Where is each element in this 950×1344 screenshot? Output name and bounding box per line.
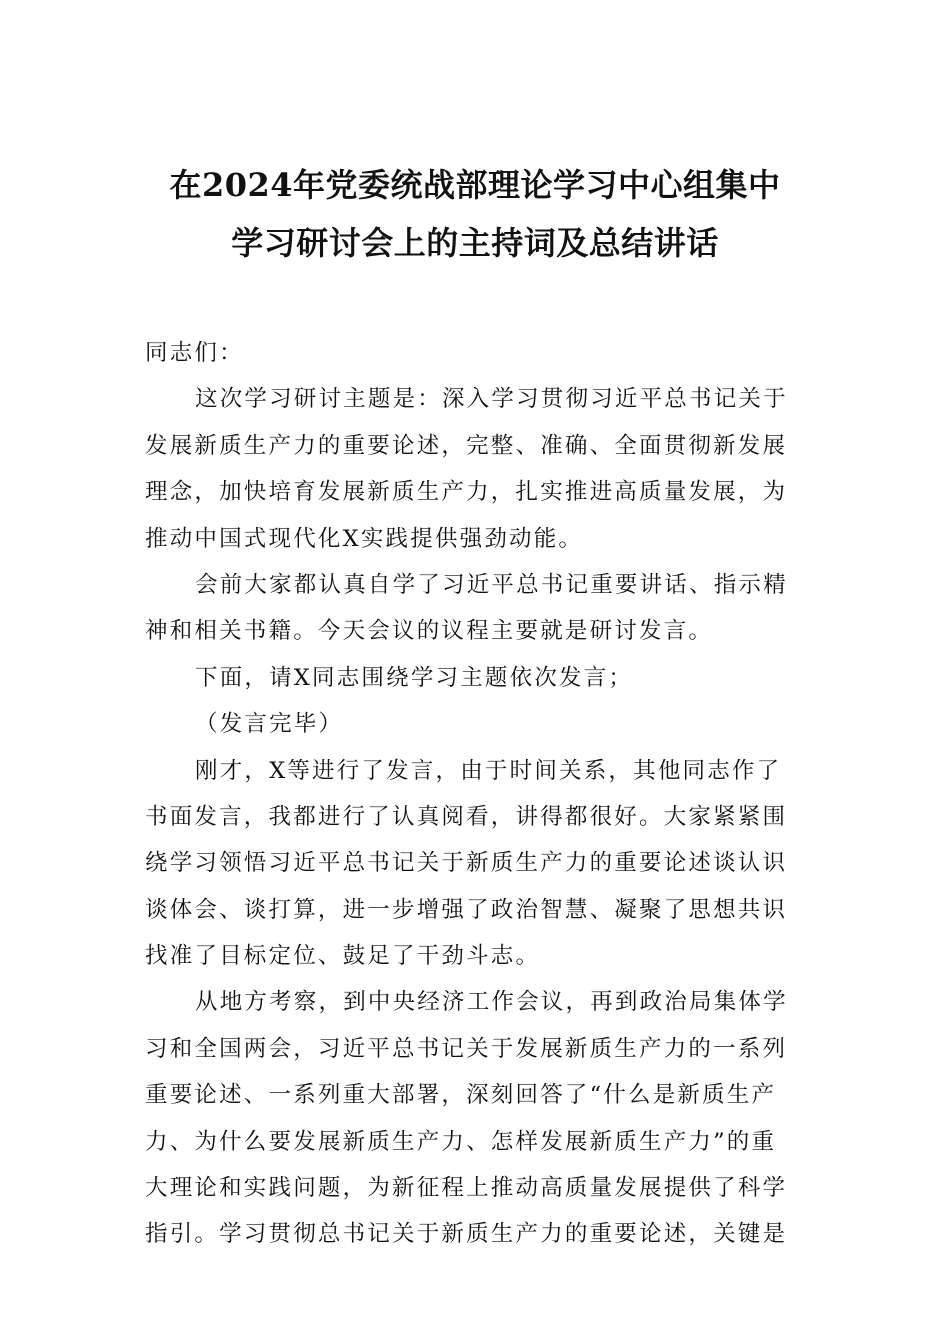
body-line: 重要论述、一系列重大部署，深刻回答了“什么是新质生产 — [145, 1082, 777, 1109]
body-line: 下面，请X同志围绕学习主题依次发言； — [195, 664, 634, 691]
body-line: 谈体会、谈打算，进一步增强了政治智慧、凝聚了思想共识 — [145, 896, 788, 923]
body-line: （发言完毕） — [195, 711, 344, 738]
body-line: 神和相关书籍。今天会议的议程主要就是研讨发言。 — [145, 618, 714, 645]
title-line: 在2024年党委统战部理论学习中心组集中 — [169, 166, 781, 204]
title-line: 学习研讨会上的主持词及总结讲话 — [231, 224, 719, 262]
document-title — [120, 156, 830, 272]
body-line: 理念，加快培育发展新质生产力，扎实推进高质量发展，为 — [145, 479, 788, 506]
body-line: 指引。学习贯彻总书记关于新质生产力的重要论述，关键是 — [145, 1221, 788, 1248]
body-line: 发展新质生产力的重要论述，完整、准确、全面贯彻新发展 — [145, 432, 788, 459]
body-line: 绕学习领悟习近平总书记关于新质生产力的重要论述谈认识 — [145, 850, 788, 877]
body-line: 会前大家都认真自学了习近平总书记重要讲话、指示精 — [195, 571, 788, 598]
body-line: 书面发言，我都进行了认真阅看，讲得都很好。大家紧紧围 — [145, 803, 788, 830]
body-line: 力、为什么要发展新质生产力、怎样发展新质生产力”的重 — [145, 1128, 777, 1155]
document-body — [145, 330, 810, 1258]
body-line: 从地方考察，到中央经济工作会议，再到政治局集体学 — [195, 989, 788, 1016]
body-line: 刚才，X等进行了发言，由于时间关系，其他同志作了 — [195, 757, 782, 784]
body-line: 同志们： — [145, 340, 244, 366]
body-line: 找准了目标定位、鼓足了干劲斗志。 — [145, 943, 541, 970]
body-line: 大理论和实践问题，为新征程上推动高质量发展提供了科学 — [145, 1175, 788, 1202]
body-line: 这次学习研讨主题是：深入学习贯彻习近平总书记关于 — [195, 386, 788, 413]
body-line: 推动中国式现代化X实践提供强劲动能。 — [145, 525, 584, 552]
body-line: 习和全国两会，习近平总书记关于发展新质生产力的一系列 — [145, 1035, 788, 1062]
